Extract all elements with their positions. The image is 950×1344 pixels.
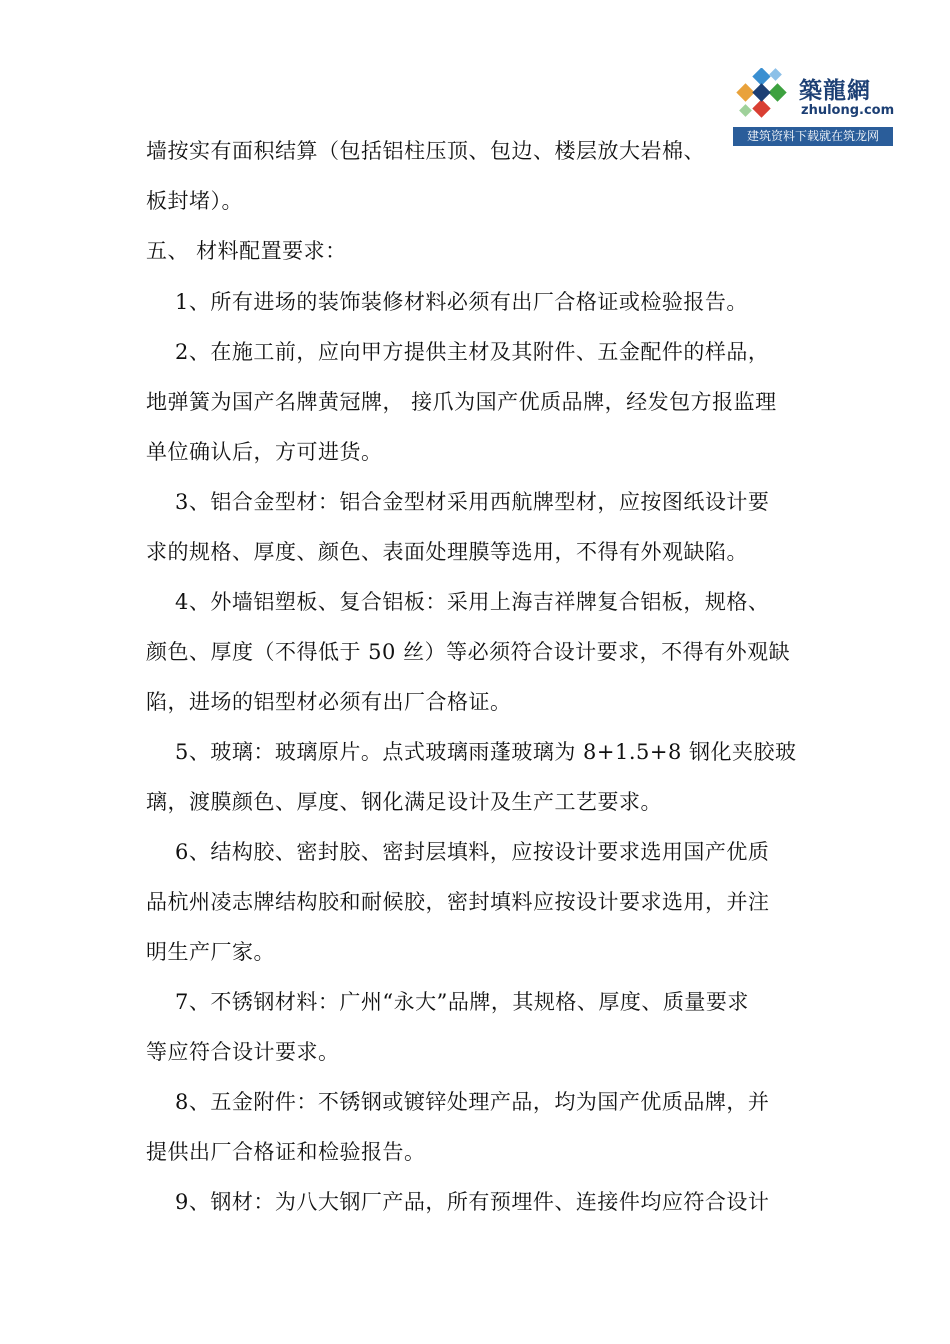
section-heading: 五、 材料配置要求： — [146, 239, 347, 263]
text-line: 单位确认后，方可进货。 — [146, 440, 383, 464]
text-line: 7、不锈钢材料：广州“永大”品牌，其规格、厚度、质量要求 — [175, 990, 749, 1014]
logo-banner: 建筑资料下载就在筑龙网 — [733, 127, 893, 146]
text-line: 4、外墙铝塑板、复合铝板：采用上海吉祥牌复合铝板，规格、 — [175, 590, 770, 614]
text-line: 陷，进场的铝型材必须有出厂合格证。 — [146, 690, 512, 714]
text-line: 颜色、厚度（不得低于 50 丝）等必须符合设计要求，不得有外观缺 — [146, 640, 791, 664]
text-line: 求的规格、厚度、颜色、表面处理膜等选用，不得有外观缺陷。 — [146, 540, 748, 564]
text-line: 墙按实有面积结算（包括铝柱压顶、包边、楼层放大岩棉、 — [146, 139, 705, 163]
text-line: 板封堵）。 — [146, 189, 243, 213]
text-line: 等应符合设计要求。 — [146, 1040, 340, 1064]
text-line: 璃，渡膜颜色、厚度、钢化满足设计及生产工艺要求。 — [146, 790, 662, 814]
logo-name: 築龍網 — [799, 77, 871, 104]
text-line: 6、结构胶、密封胶、密封层填料，应按设计要求选用国产优质 — [175, 840, 770, 864]
text-line: 8、五金附件：不锈钢或镀锌处理产品，均为国产优质品牌，并 — [175, 1090, 770, 1114]
logo-domain: zhulong.com — [801, 103, 895, 118]
zhulong-logo-icon — [735, 68, 793, 126]
text-line: 明生产厂家。 — [146, 940, 275, 964]
zhulong-watermark-logo — [733, 66, 893, 146]
text-line: 9、钢材：为八大钢厂产品，所有预埋件、连接件均应符合设计 — [175, 1190, 770, 1214]
text-line: 提供出厂合格证和检验报告。 — [146, 1140, 426, 1164]
text-line: 2、在施工前，应向甲方提供主材及其附件、五金配件的样品， — [175, 340, 770, 364]
text-line: 3、铝合金型材：铝合金型材采用西航牌型材，应按图纸设计要 — [175, 490, 770, 514]
text-line: 1、所有进场的装饰装修材料必须有出厂合格证或检验报告。 — [175, 290, 748, 314]
text-line: 5、玻璃：玻璃原片。点式玻璃雨蓬玻璃为 8+1.5+8 钢化夹胶玻 — [175, 740, 797, 764]
text-line: 品杭州凌志牌结构胶和耐候胶，密封填料应按设计要求选用，并注 — [146, 890, 770, 914]
text-line: 地弹簧为国产名牌黄冠牌， 接爪为国产优质品牌，经发包方报监理 — [146, 390, 777, 414]
